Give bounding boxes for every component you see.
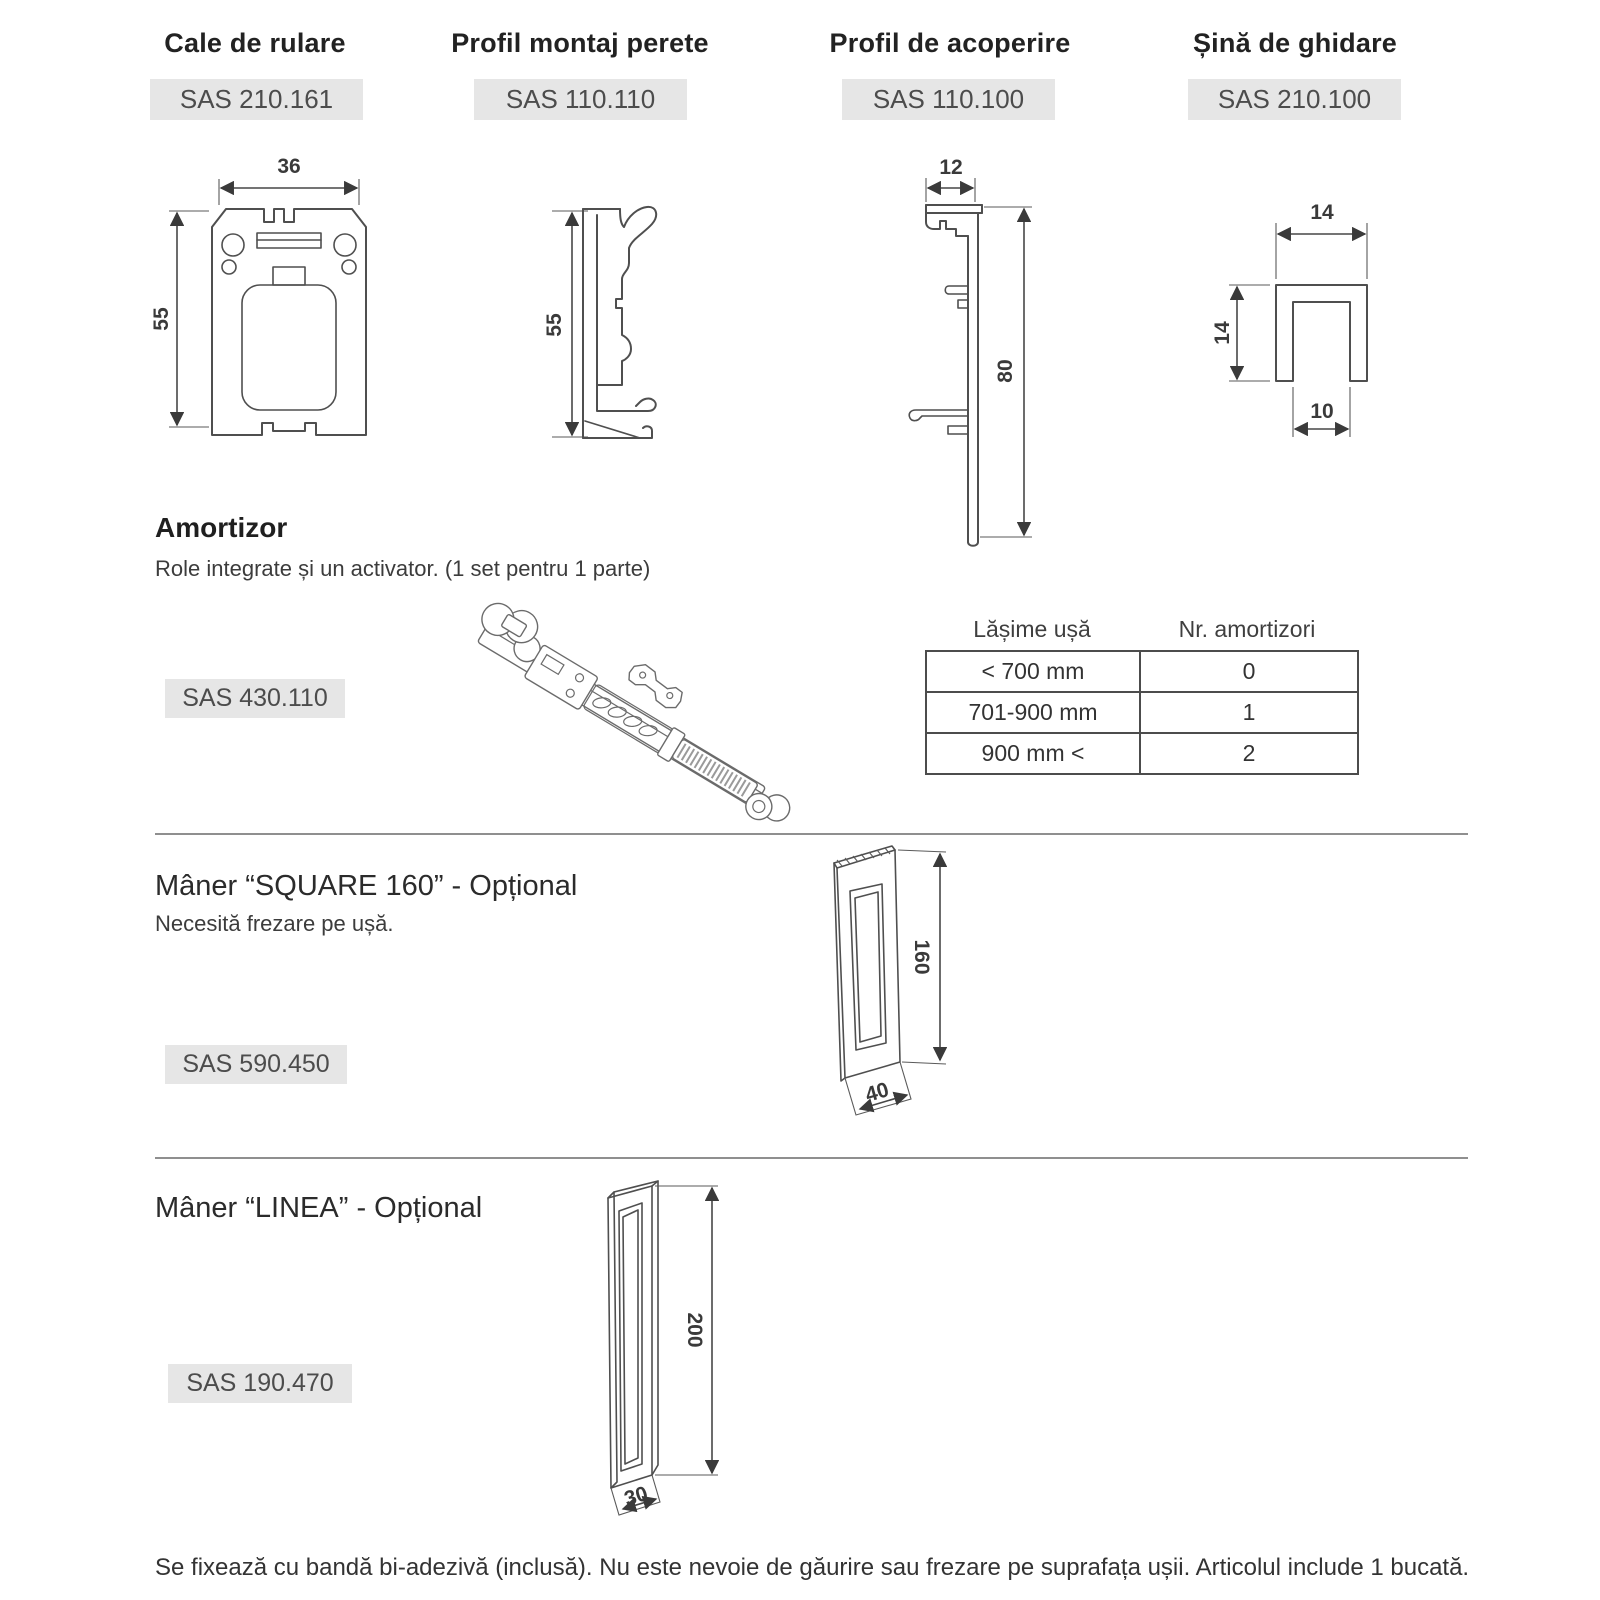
dimension-label: 80 <box>994 359 1017 383</box>
damper-count-table <box>925 650 1359 775</box>
table-cell-count-row1: 0 <box>1242 658 1256 684</box>
cover-profile-drawing <box>860 150 1060 560</box>
profile-title-cale-de-rulare: Cale de rulare <box>164 28 346 58</box>
code-badge-sas-590-450: SAS 590.450 <box>165 1045 347 1084</box>
table-header-door-width: Lășime ușă <box>973 616 1091 642</box>
dimension-label: 14 <box>1211 321 1234 345</box>
profile-title-profil-de-acoperire: Profil de acoperire <box>829 28 1071 58</box>
damper-drawing <box>470 600 820 840</box>
linea-handle-drawing <box>560 1165 820 1555</box>
table-cell-count-row3: 2 <box>1141 732 1357 773</box>
dimension-label: 200 <box>683 1312 706 1348</box>
dimension-label: 36 <box>277 155 301 178</box>
wall-mount-profile-drawing <box>490 145 700 455</box>
code-badge-sas-210-161: SAS 210.161 <box>150 79 363 120</box>
profile-title-sina-de-ghidare: Șină de ghidare <box>1192 28 1398 58</box>
table-cell-width-row2: 701-900 mm <box>927 691 1141 732</box>
profile-title-profil-montaj-perete: Profil montaj perete <box>451 28 709 58</box>
dimension-label: 30 <box>621 1482 651 1511</box>
square-handle-heading: Mâner “SQUARE 160” - Opțional <box>155 870 578 902</box>
linea-handle-heading: Mâner “LINEA” - Opțional <box>155 1192 483 1224</box>
table-header-damper-count: Nr. amortizori <box>1178 616 1316 642</box>
dimension-label: 55 <box>150 307 173 331</box>
section-divider <box>155 833 1468 835</box>
code-badge-sas-110-110: SAS 110.110 <box>474 79 687 120</box>
running-track-profile-drawing <box>145 145 385 455</box>
table-cell-count-row2: 1 <box>1141 691 1357 732</box>
damper-section-subtitle: Role integrate și un activator. (1 set pentru 1 parte) <box>155 556 651 581</box>
dimension-label: 10 <box>1310 400 1334 423</box>
code-badge-sas-430-110: SAS 430.110 <box>165 679 345 718</box>
dimension-label: 55 <box>543 313 566 337</box>
dimension-label: 160 <box>910 939 933 975</box>
table-cell-width-row1: < 700 mm <box>927 652 1141 691</box>
square-handle-drawing <box>800 845 1030 1135</box>
table-cell-width-row3: 900 mm < <box>927 732 1141 773</box>
dimension-label: 12 <box>939 156 963 179</box>
code-badge-sas-210-100: SAS 210.100 <box>1188 79 1401 120</box>
footer-note: Se fixează cu bandă bi-adezivă (inclusă). Nu este nevoie de găurire sau frezare pe suprafața ușii. Articolul include 1 bucată. <box>155 1554 1470 1581</box>
dimension-label: 14 <box>1310 201 1334 224</box>
section-divider <box>155 1157 1468 1159</box>
dimension-label: 40 <box>862 1078 892 1107</box>
damper-section-heading: Amortizor <box>155 512 288 543</box>
guide-rail-profile-drawing <box>1195 175 1425 455</box>
square-handle-subtitle: Necesită frezare pe ușă. <box>155 911 394 936</box>
code-badge-sas-190-470: SAS 190.470 <box>168 1364 352 1403</box>
code-badge-sas-110-100: SAS 110.100 <box>842 79 1055 120</box>
damper-table-headers <box>925 616 1355 643</box>
